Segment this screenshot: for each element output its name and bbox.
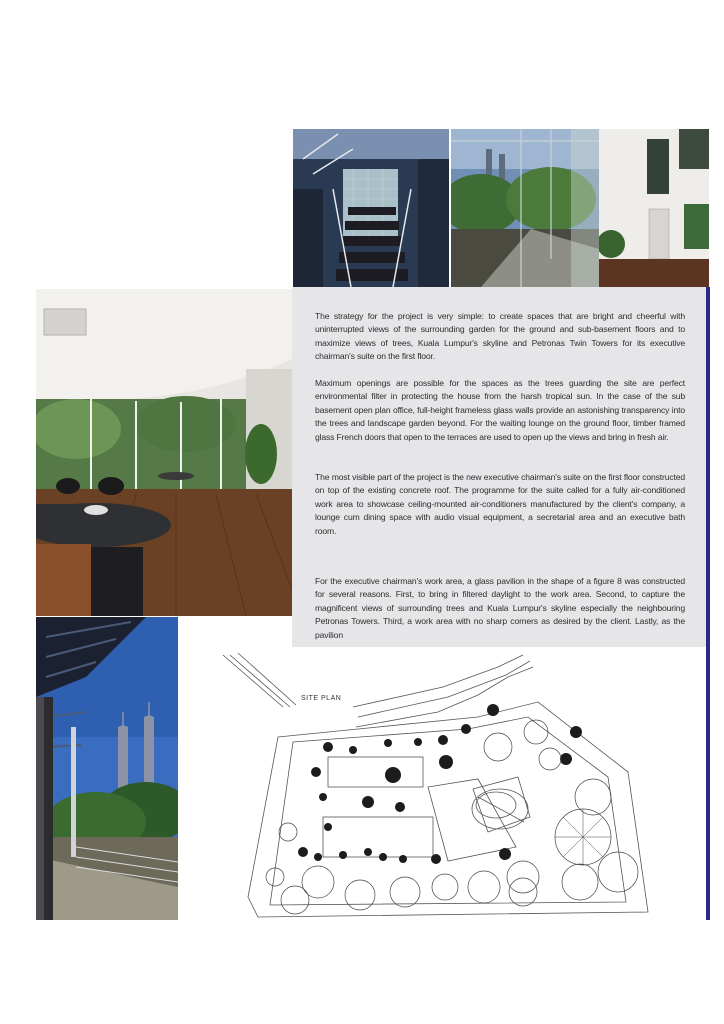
photo-glass-terrace — [451, 129, 599, 287]
photo-staircase — [293, 129, 449, 287]
photo-atrium-interior — [599, 129, 709, 287]
site-plan-illustration — [178, 647, 706, 920]
site-plan-drawing — [178, 647, 706, 920]
paragraph-glass-pavilion: For the executive chairman's work area, a glass pavilion in the shape of a figure 8 was constructed for several reasons. First, to bring in filtered daylight to the work area. Second, to capture the magnificent views of surrounding trees and Kuala Lumpur's skyline especially the neighbouring Petronas Towers. Third, a work area with no sharp corners as desired by the client. Lastly, as the pavilion — [315, 576, 685, 640]
article-text-panel — [292, 287, 706, 647]
site-plan-label: SITE PLAN — [301, 695, 342, 702]
paragraph-chairman-suite: The most visible part of the project is the new executive chairman's suite on the first floor constructed on top of the existing concrete roof. The programme for the suite called for a fully air-conditioned work area to showcase ceiling-mounted air-conditioners manufactured by the client's company, a lounge cum dining space with audio visual equipment, a secretarial area and an executive bath room. — [315, 472, 685, 536]
accent-rule — [706, 287, 710, 920]
photo-petronas-towers-view — [36, 617, 178, 920]
paragraph-strategy: The strategy for the project is very simple: to create spaces that are bright and cheerful with uninterrupted views of the surrounding garden for the ground and sub-basement floors and to maximize views of trees, Kuala Lumpur's skyline and Petronas Twin Towers for its executive chairman's suite on the first floor. — [315, 311, 685, 362]
paragraph-openings: Maximum openings are possible for the spaces as the trees guarding the site are perfect environmental filter in protecting the house from the harsh tropical sun. In the case of the sub basement open plan office, full-height frameless glass walls provide an astonishing transparency into the trees and landscape garden beyond. For the waiting lounge on the ground floor, timber framed glass French doors that open to the terraces are used to open up the views and bring in fresh air. — [315, 378, 685, 442]
photo-office-meeting-room — [36, 289, 292, 616]
